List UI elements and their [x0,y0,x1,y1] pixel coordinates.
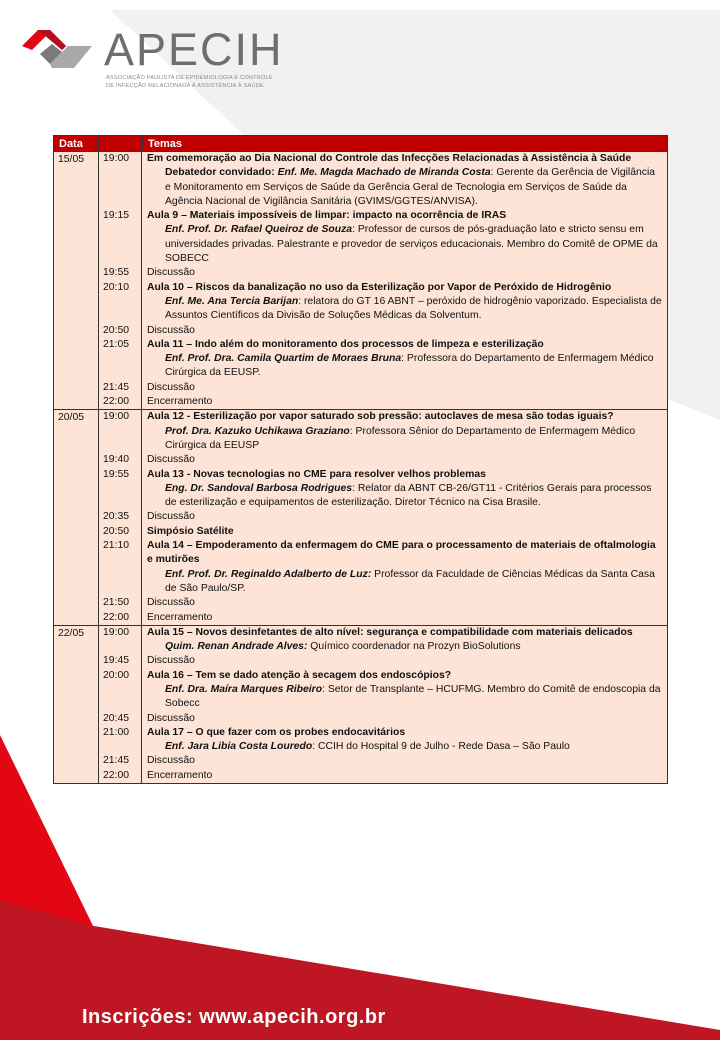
item-label: Discussão [147,712,195,724]
day-date: 22/05 [54,625,99,783]
item-time: 22:00 [98,769,142,783]
item-content [142,669,667,712]
item-title: Aula 17 – O que fazer com os probes endocavitários [147,726,406,738]
item-speaker [147,683,663,712]
schedule-item [99,281,667,324]
day-date: 15/05 [54,152,99,410]
logo-title: APECIH [104,24,284,75]
item-time: 21:05 [98,338,142,381]
schedule-item [99,611,667,625]
speaker-name: Quim. Renan Andrade Alves: [165,641,308,653]
speaker-name: Prof. Dra. Kazuko Uchikawa Graziano [165,425,350,437]
item-time: 19:00 [98,152,142,209]
day-items [99,625,668,783]
item-content [142,726,667,755]
item-title: Simpósio Satélite [147,525,234,537]
item-time: 20:45 [98,712,142,726]
item-speaker [147,425,663,454]
item-label: Discussão [147,267,195,279]
item-content [142,266,667,280]
schedule-item [99,152,667,209]
logo-subtitle-line: DE INFECÇÃO RELACIONADA À ASSISTÊNCIA À SAÚDE [106,83,264,89]
schedule-item [99,453,667,467]
item-time: 20:35 [98,510,142,524]
schedule-item [99,395,667,409]
speaker-name: Enf. Jara Libia Costa Louredo [165,741,313,753]
item-content [142,539,667,596]
table-header [54,136,668,152]
item-time: 20:10 [98,281,142,324]
apecih-logo [22,28,100,79]
schedule-item [99,654,667,668]
item-label: Encerramento [147,769,213,781]
speaker-name: Enf. Prof. Dr. Rafael Queiroz de Souza [165,224,353,236]
header-topics: Temas [143,136,668,152]
speaker-description: : Gerente da Gerência de Vigilância e Monitoramento em Serviços de Saúde da Gerência Geral de Tecnologia em Serviços de Saúde da Agência Nacional de Vigilância Sanitária (GVIMS/GGTES/ANVISA). [165,167,656,207]
item-content [142,510,667,524]
schedule-item [99,209,667,266]
item-time: 21:10 [98,539,142,596]
item-time: 20:50 [98,324,142,338]
item-title: Em comemoração ao Dia Nacional do Controle das Infecções Relacionadas à Assistência à Saúde [147,153,632,164]
item-time: 19:55 [98,468,142,511]
item-content [142,410,667,453]
speaker-description: Químico coordenador na Prozyn BioSolutions [307,641,521,653]
item-label: Discussão [147,324,195,336]
item-content [142,754,667,768]
speaker-prefix: Debatedor convidado: [165,167,278,179]
item-title: Aula 9 – Materiais impossíveis de limpar: impacto na ocorrência de IRAS [147,210,507,222]
speaker-description: : Professora Sênior do Departamento de Enfermagem Médico Cirúrgica da EEUSP [165,425,636,451]
item-speaker [147,223,663,266]
logo-subtitle [106,74,273,90]
item-content [142,152,667,209]
day-items [99,410,668,625]
item-label: Discussão [147,454,195,466]
item-content [142,525,667,539]
item-title: Aula 11 – Indo além do monitoramento dos processos de limpeza e esterilização [147,338,544,350]
item-time: 19:00 [98,626,142,655]
item-title: Aula 15 – Novos desinfetantes de alto nível: segurança e compatibilidade com materiais delicados [147,626,633,638]
item-title: Aula 16 – Tem se dado atenção à secagem dos endoscópios? [147,669,452,681]
item-content [142,611,667,625]
schedule-item [99,626,667,655]
schedule-item [99,510,667,524]
speaker-description: Professor da Faculdade de Ciências Médicas da Santa Casa de São Paulo/SP. [165,568,655,594]
item-label: Encerramento [147,396,213,408]
item-time: 21:45 [98,754,142,768]
registration-link[interactable]: Inscrições: www.apecih.org.br [82,1006,386,1028]
item-speaker [147,166,663,209]
speaker-name: Enf. Me. Magda Machado de Miranda Costa [277,167,491,179]
item-time: 19:15 [98,209,142,266]
speaker-description: : Professor de cursos de pós-graduação lato e stricto sensu em universidades privadas. Palestrante e provedor de serviços educacionais. Membro do Comitê de OPME da SOBECC [165,224,658,265]
item-time: 19:55 [98,266,142,280]
day-row [54,625,668,783]
item-content [142,712,667,726]
schedule-item [99,754,667,768]
speaker-description: : Setor de Transplante – HCUFMG. Membro do Comitê de endoscopia da Sobecc [165,683,661,710]
header-time [99,136,143,152]
item-title: Aula 10 – Riscos da banalização no uso da Esterilização por Vapor de Peróxido de Hidrogênio [147,281,612,293]
item-content [142,281,667,324]
schedule-item [99,338,667,381]
item-time: 22:00 [98,395,142,409]
item-speaker [147,352,663,381]
item-content [142,338,667,381]
item-time: 19:00 [98,410,142,453]
item-content [142,468,667,511]
item-time: 21:50 [98,596,142,610]
item-content [142,381,667,395]
item-speaker [147,640,663,654]
speaker-description: : CCIH do Hospital 9 de Julho - Rede Dasa – São Paulo [312,741,570,753]
item-content [142,453,667,467]
item-label: Discussão [147,655,195,667]
schedule-item [99,468,667,511]
speaker-description: : Relator da ABNT CB-26/GT11 - Critérios Gerais para processos de esterilização e equipamentos de esterilização. Diretor Técnico na Cisa Brasile. [165,482,652,509]
item-speaker [147,740,663,754]
logo-mark-icon [22,28,100,74]
speaker-name: Enf. Dra. Maíra Marques Ribeiro [165,683,323,695]
item-title: Aula 12 - Esterilização por vapor saturado sob pressão: autoclaves de mesa são todas iguais? [147,411,614,423]
item-speaker [147,295,663,324]
item-content [142,395,667,409]
schedule-item [99,381,667,395]
day-items [99,152,668,410]
speaker-name: Enf. Me. Ana Tercia Barijan [165,295,299,307]
day-row [54,410,668,625]
day-row [54,152,668,410]
schedule-item [99,266,667,280]
schedule-item [99,410,667,453]
item-time: 19:45 [98,654,142,668]
header-date: Data [54,136,99,152]
item-content [142,324,667,338]
item-content [142,626,667,655]
item-title: Aula 14 – Empoderamento da enfermagem do CME para o processamento de materiais de oftalmologia e mutirões [147,540,656,566]
schedule-item [99,769,667,783]
item-label: Encerramento [147,611,213,623]
item-time: 20:00 [98,669,142,712]
schedule-item [99,712,667,726]
day-date: 20/05 [54,410,99,625]
item-title: Aula 13 - Novas tecnologias no CME para resolver velhos problemas [147,468,486,480]
item-time: 20:50 [98,525,142,539]
schedule-table [53,135,668,784]
item-speaker [147,482,663,511]
item-time: 21:45 [98,381,142,395]
item-content [142,654,667,668]
schedule-item [99,726,667,755]
speaker-description: : relatora do GT 16 ABNT – peróxido de hidrogênio vaporizado. Especialista de Assuntos Científicos da Divisão de Soluções Médicas da Solventum. [165,295,662,322]
speaker-name: Enf. Prof. Dra. Camila Quartim de Moraes Bruna [165,353,402,365]
schedule-item [99,525,667,539]
speaker-name: Enf. Prof. Dr. Reginaldo Adalberto de Luz: [165,568,372,580]
item-label: Discussão [147,755,195,767]
schedule-item [99,669,667,712]
item-label: Discussão [147,511,195,523]
item-content [142,769,667,783]
logo-subtitle-line: ASSOCIAÇÃO PAULISTA DE EPIDEMIOLOGIA E CONTROLE [106,75,273,81]
schedule-item [99,539,667,596]
schedule-item [99,596,667,610]
item-time: 21:00 [98,726,142,755]
item-time: 19:40 [98,453,142,467]
item-time: 22:00 [98,611,142,625]
item-label: Discussão [147,597,195,609]
item-content [142,596,667,610]
speaker-name: Eng. Dr. Sandoval Barbosa Rodrigues [165,482,353,494]
item-speaker [147,568,663,597]
schedule-item [99,324,667,338]
item-label: Discussão [147,381,195,393]
item-content [142,209,667,266]
speaker-description: : Professora do Departamento de Enfermagem Médico Cirúrgica da EEUSP. [165,353,654,379]
